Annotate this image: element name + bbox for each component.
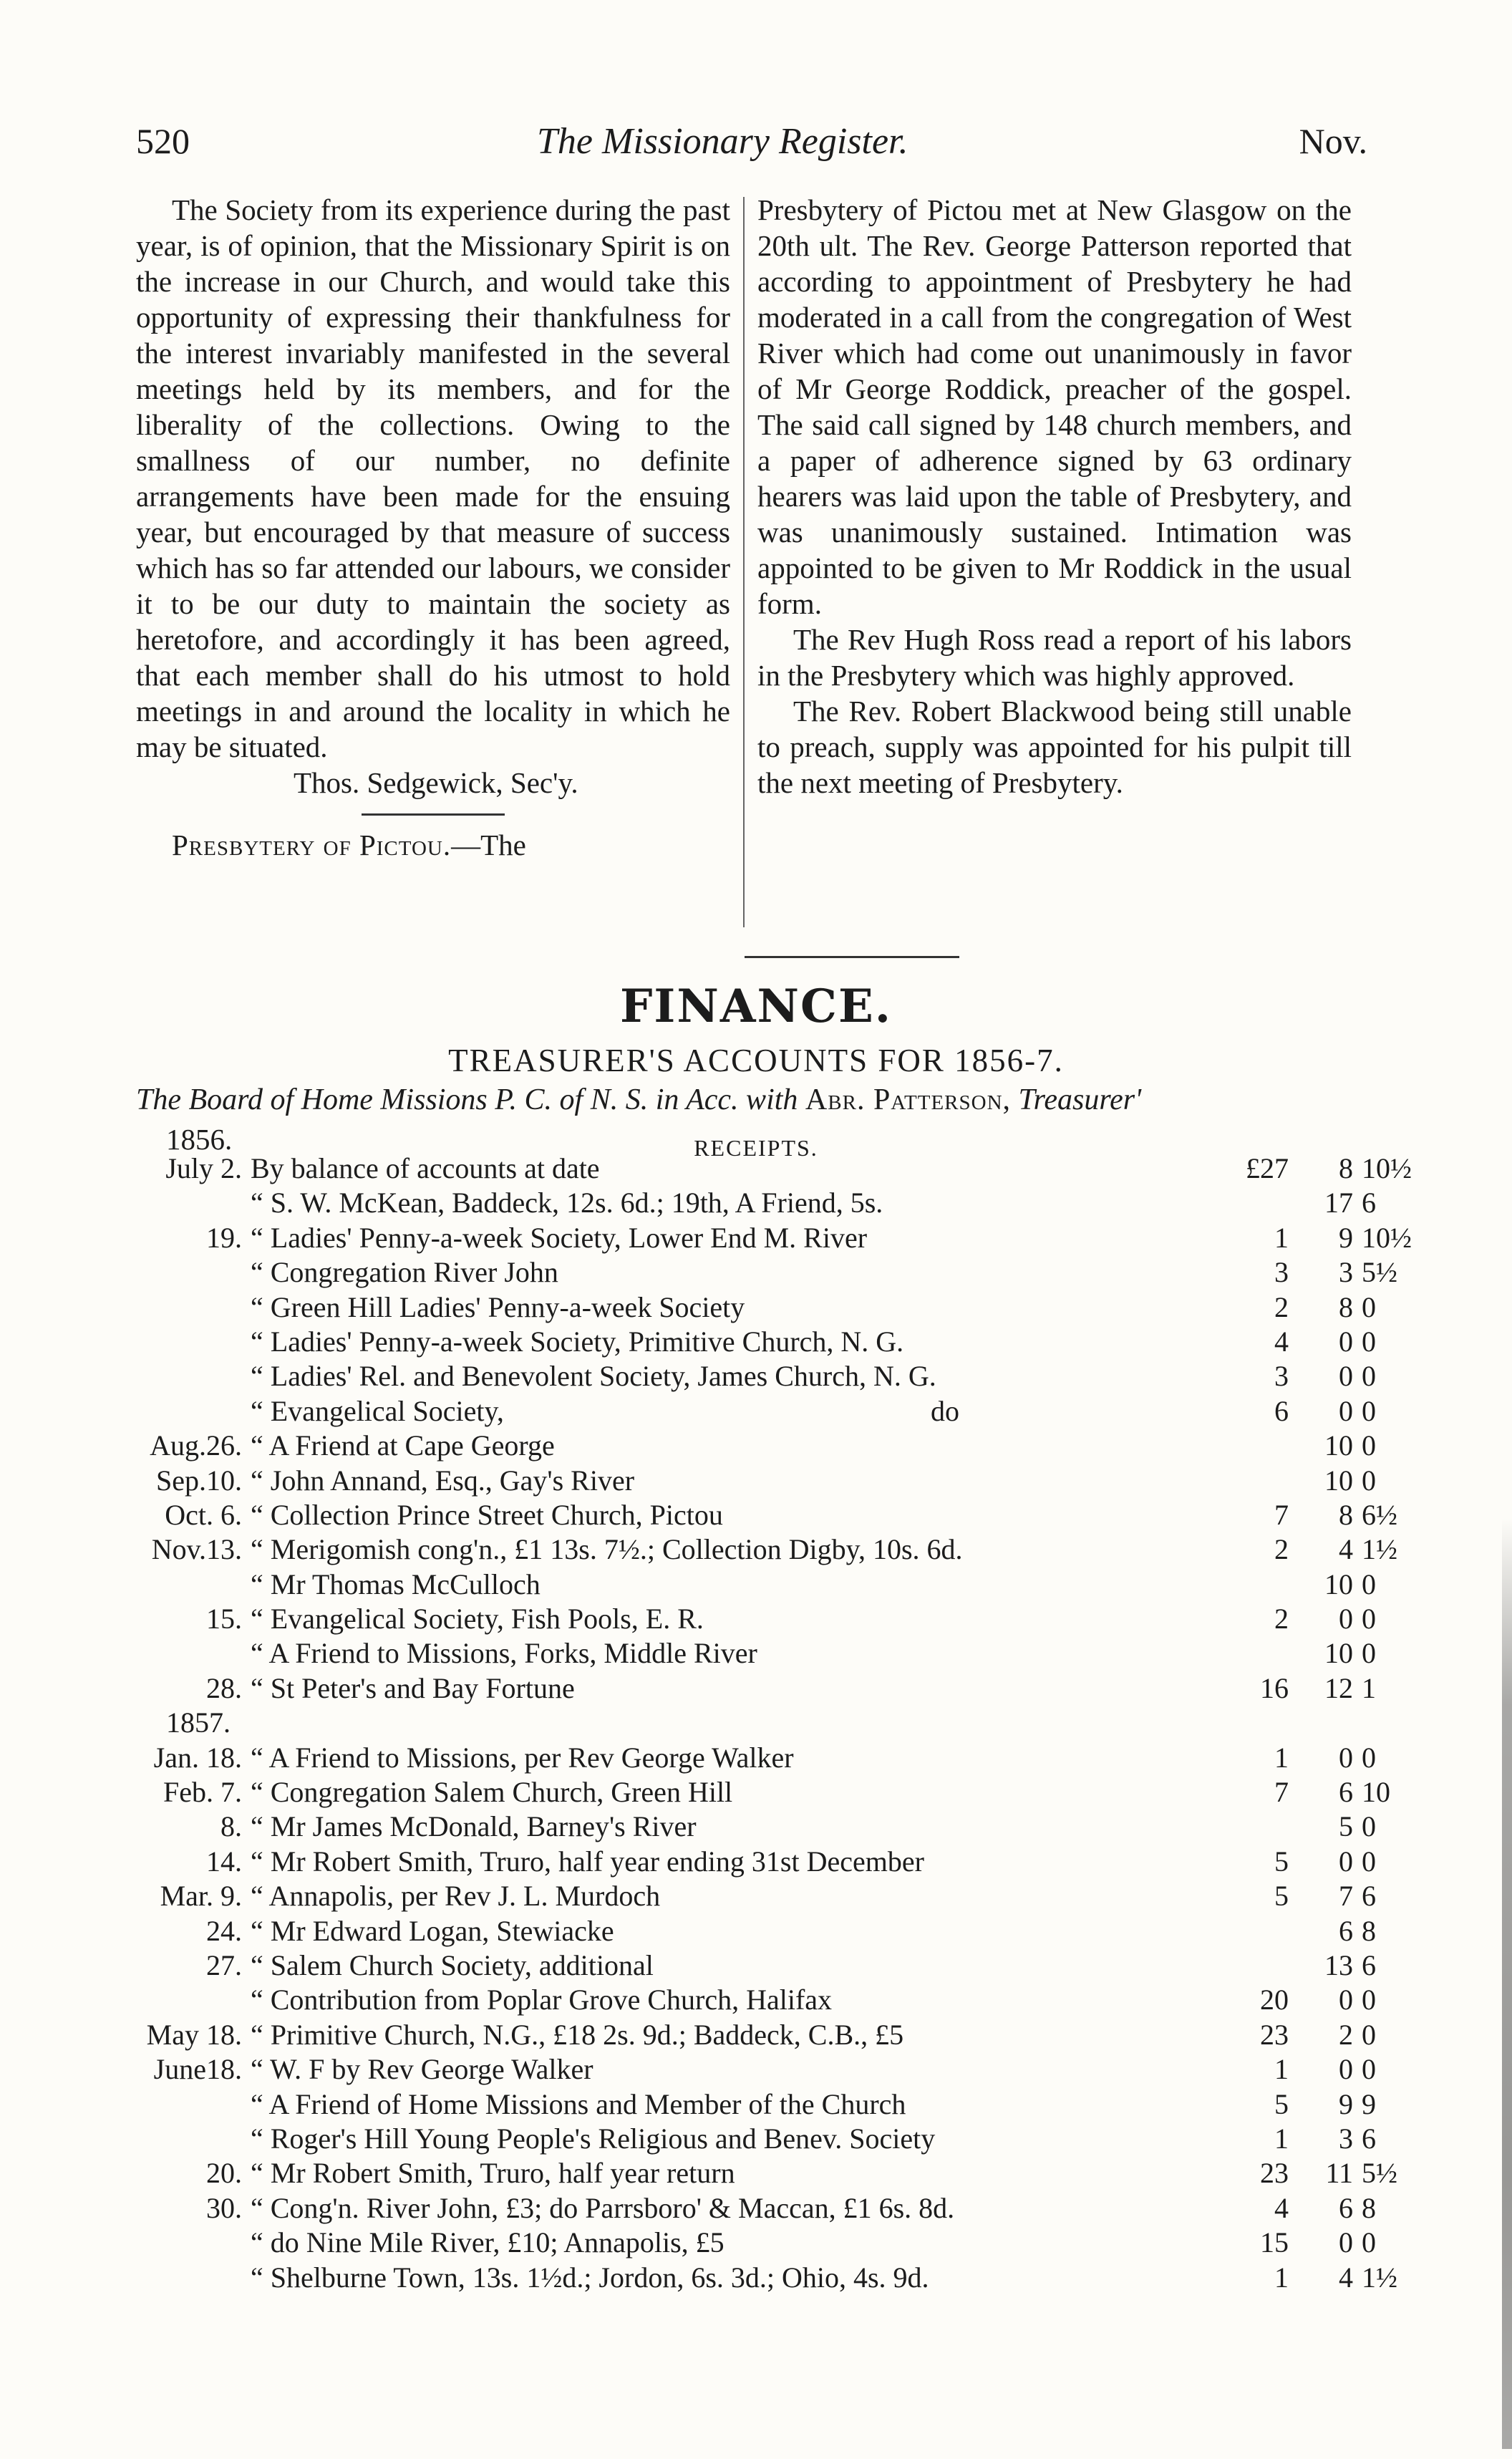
ledger-pounds: 4 — [1274, 1325, 1289, 1358]
ledger-shillings: 10 — [1324, 1567, 1353, 1600]
ledger-pence: 0 — [1362, 2053, 1376, 2086]
ledger-pence: 9 — [1362, 2087, 1376, 2120]
ledger-date: Feb. 7. — [163, 1776, 242, 1809]
ledger-description: “ Mr James McDonald, Barney's River — [251, 1810, 697, 1843]
ledger-pence: 8 — [1362, 2191, 1376, 2224]
ledger-shillings: 0 — [1339, 1603, 1353, 1636]
column-divider — [743, 197, 745, 927]
ledger-row — [136, 1532, 1397, 1567]
ledger-row — [136, 1706, 1367, 1740]
ledger-pounds: 20 — [1260, 1984, 1289, 2016]
ledger-description: “ Green Hill Ladies' Penny-a-week Society — [251, 1290, 745, 1323]
ledger-description: “ Roger's Hill Young People's Religious and Benev. Society — [251, 2122, 936, 2155]
ledger-shillings: 0 — [1339, 1325, 1353, 1358]
ledger-description: “ Contribution from Poplar Grove Church, Halifax — [251, 1984, 833, 2016]
finance-heading: FINANCE. — [619, 980, 893, 1033]
ledger-pence: 8 — [1362, 1914, 1376, 1947]
ledger-pence: 1½ — [1362, 2261, 1397, 2294]
ledger-date: 14. — [206, 1845, 242, 1878]
ledger-row — [136, 1602, 1376, 1636]
ledger-description: “ Merigomish cong'n., £1 13s. 7½.; Collection Digby, 10s. 6d. — [251, 1533, 963, 1566]
left-column — [136, 192, 730, 863]
ledger-row — [136, 1464, 1376, 1498]
ledger-shillings: 8 — [1339, 1290, 1353, 1323]
ledger-shillings: 8 — [1339, 1498, 1353, 1531]
year-1856: 1856. — [166, 1123, 233, 1156]
ledger-shillings: 10 — [1324, 1429, 1353, 1462]
ledger-date: 20. — [206, 2157, 242, 2190]
ledger-row — [136, 1394, 1376, 1429]
ledger-pence: 1½ — [1362, 1533, 1397, 1566]
ledger-row — [136, 1671, 1376, 1706]
ledger-shillings: 4 — [1339, 1533, 1353, 1566]
ledger-row — [136, 1429, 1376, 1463]
ledger-pence: 0 — [1362, 1567, 1376, 1600]
ledger-shillings: 17 — [1324, 1187, 1353, 1219]
ledger-pence: 0 — [1362, 1741, 1376, 1774]
ledger-pounds: 16 — [1260, 1671, 1289, 1704]
ledger-year: 1857. — [166, 1706, 231, 1739]
ledger-pounds: 2 — [1274, 1533, 1289, 1566]
ledger-row — [136, 1636, 1376, 1671]
ledger-pence: 0 — [1362, 1429, 1376, 1462]
ledger-pence: 0 — [1362, 1464, 1376, 1497]
ledger-pounds: 5 — [1274, 1880, 1289, 1913]
ledger-row — [136, 1325, 1376, 1359]
ledger-shillings: 5 — [1339, 1810, 1353, 1843]
ledger-pence: 0 — [1362, 1810, 1376, 1843]
ledger-shillings: 6 — [1339, 1776, 1353, 1809]
ledger-shillings: 9 — [1339, 2087, 1353, 2120]
ledger-pence: 0 — [1362, 1984, 1376, 2016]
ledger-pounds: 1 — [1274, 1741, 1289, 1774]
ledger-pence: 6 — [1362, 1948, 1376, 1981]
ledger-pounds: 2 — [1274, 1603, 1289, 1636]
ledger-row — [136, 2156, 1397, 2190]
ledger-row — [136, 2122, 1376, 2156]
ledger-shillings: 3 — [1339, 1256, 1353, 1289]
ledger-date: 15. — [206, 1603, 242, 1636]
ledger-row — [136, 1221, 1412, 1255]
ledger-pence: 1 — [1362, 1671, 1376, 1704]
presbytery-heading: Presbytery of Pictou. — [172, 828, 452, 861]
ross-paragraph: The Rev Hugh Ross read a report of his labors in the Presbytery which was highly approved. — [757, 623, 1352, 692]
ledger-shillings: 3 — [1339, 2122, 1353, 2155]
ledger-date: 8. — [220, 1810, 242, 1843]
ledger-date: 19. — [206, 1221, 242, 1254]
ledger-description: “ Mr Robert Smith, Truro, half year ending 31st December — [251, 1845, 924, 1878]
ledger-date: May 18. — [146, 2018, 242, 2051]
ledger-pounds: 1 — [1274, 2122, 1289, 2155]
receipts-ledger — [136, 1151, 1412, 2295]
secretary-signature: Thos. Sedgewick, Sec'y. — [294, 766, 578, 799]
presbytery-start: —The — [451, 828, 526, 861]
ledger-pence: 6 — [1362, 1880, 1376, 1913]
board-line — [136, 1083, 1367, 1117]
ledger-date: 24. — [206, 1914, 242, 1947]
ledger-row — [136, 1983, 1376, 2017]
ledger-description: “ A Friend to Missions, Forks, Middle River — [251, 1637, 757, 1670]
ledger-row — [136, 1567, 1376, 1602]
ledger-row — [136, 1498, 1397, 1532]
ledger-date: Sep.10. — [156, 1464, 242, 1497]
ledger-pence: 6½ — [1362, 1498, 1397, 1531]
ledger-description: “ Mr Edward Logan, Stewiacke — [251, 1914, 614, 1947]
ledger-description: By balance of accounts at date — [251, 1152, 600, 1184]
ledger-shillings: 11 — [1325, 2157, 1353, 2190]
ledger-date: Nov.13. — [151, 1533, 242, 1566]
ledger-pence: 0 — [1362, 1845, 1376, 1878]
ledger-row — [136, 1186, 1376, 1220]
ledger-row — [136, 1879, 1376, 1913]
treasurer-name: Abr. Patterson, — [805, 1083, 1012, 1116]
ledger-description: “ Cong'n. River John, £3; do Parrsboro' & Maccan, £1 6s. 8d. — [251, 2191, 955, 2224]
ledger-row — [136, 1151, 1412, 1186]
ledger-shillings: 0 — [1339, 1741, 1353, 1774]
ledger-row — [136, 2052, 1376, 2087]
ledger-date: 27. — [206, 1948, 242, 1981]
ledger-shillings: 0 — [1339, 1845, 1353, 1878]
ledger-shillings: 2 — [1339, 2018, 1353, 2051]
ledger-date: Jan. 18. — [153, 1741, 242, 1774]
ledger-shillings: 0 — [1339, 1394, 1353, 1427]
ledger-pence: 6 — [1362, 2122, 1376, 2155]
ledger-pence: 0 — [1362, 1290, 1376, 1323]
ledger-description: “ Mr Thomas McCulloch — [251, 1567, 541, 1600]
ledger-pounds: 5 — [1274, 2087, 1289, 2120]
ledger-shillings: 12 — [1324, 1671, 1353, 1704]
ledger-row — [136, 2191, 1376, 2226]
ledger-date: Mar. 9. — [160, 1880, 242, 1913]
ledger-pence: 0 — [1362, 2226, 1376, 2259]
section-divider — [745, 956, 959, 958]
ledger-shillings: 9 — [1339, 1221, 1353, 1254]
presbytery-heading-line — [136, 827, 730, 863]
ledger-description: “ Congregation Salem Church, Green Hill — [251, 1776, 733, 1809]
ledger-description: “ Mr Robert Smith, Truro, half year return — [251, 2157, 735, 2190]
ledger-pounds: 2 — [1274, 1290, 1289, 1323]
ledger-pence: 10½ — [1362, 1152, 1412, 1184]
ledger-description: “ S. W. McKean, Baddeck, 12s. 6d.; 19th, A Friend, 5s. — [251, 1187, 883, 1219]
right-column — [757, 192, 1352, 801]
ledger-description: “ Ladies' Penny-a-week Society, Lower End M. River — [251, 1221, 868, 1254]
ledger-shillings: 0 — [1339, 2226, 1353, 2259]
ledger-pence: 0 — [1362, 1394, 1376, 1427]
ledger-date: Aug.26. — [150, 1429, 242, 1462]
ledger-row — [136, 1810, 1376, 1844]
ledger-row — [136, 1914, 1376, 1948]
ledger-pounds: 3 — [1274, 1256, 1289, 1289]
ledger-pounds: 1 — [1274, 2261, 1289, 2294]
ledger-date: June18. — [153, 2053, 242, 2086]
ledger-shillings: 10 — [1324, 1464, 1353, 1497]
ledger-pounds: 3 — [1274, 1360, 1289, 1393]
ledger-description: “ Evangelical Society, — [251, 1394, 504, 1427]
ledger-row — [136, 1359, 1376, 1393]
ledger-pounds: 7 — [1274, 1498, 1289, 1531]
ledger-shillings: 10 — [1324, 1637, 1353, 1670]
receipts-label: RECEIPTS. — [694, 1135, 818, 1161]
ledger-pence: 10½ — [1362, 1221, 1412, 1254]
ledger-description: “ Shelburne Town, 13s. 1½d.; Jordon, 6s. 3d.; Ohio, 4s. 9d. — [251, 2261, 929, 2294]
ledger-description: “ Primitive Church, N.G., £18 2s. 9d.; Baddeck, C.B., £5 — [251, 2018, 904, 2051]
running-head — [136, 120, 1367, 178]
ledger-row — [136, 2018, 1376, 2052]
ledger-pounds: 6 — [1274, 1394, 1289, 1427]
ledger-pence: 5½ — [1362, 2157, 1397, 2190]
ledger-row — [136, 2261, 1397, 2295]
ledger-shillings: 0 — [1339, 2053, 1353, 2086]
ledger-pence: 0 — [1362, 1360, 1376, 1393]
ledger-description: “ St Peter's and Bay Fortune — [251, 1671, 575, 1704]
ledger-description: “ Ladies' Rel. and Benevolent Society, James Church, N. G. — [251, 1360, 936, 1393]
treasurer-role: Treasurer' — [1018, 1083, 1142, 1116]
ledger-pence: 6 — [1362, 1187, 1376, 1219]
presbytery-paragraph: Presbytery of Pictou met at New Glasgow on the 20th ult. The Rev. George Patterson reported that according to appointment of Presbytery he had moderated in a call from the congregation of West River which had come out unanimously in favor of Mr George Roddick, preacher of the gospel. The said call signed by 148 church members, and a paper of adherence signed by 63 ordinary hearers was laid upon the table of Presbytery, and was unanimously sustained. Intimation was appointed to be given to Mr Roddick in the usual form. — [757, 193, 1352, 620]
ledger-row — [136, 1845, 1376, 1879]
ledger-pence: 0 — [1362, 2018, 1376, 2051]
page-edge-shadow — [1502, 1518, 1512, 2449]
ledger-shillings: 8 — [1339, 1152, 1353, 1184]
ledger-description: “ W. F by Rev George Walker — [251, 2053, 593, 2086]
ledger-description: “ Evangelical Society, Fish Pools, E. R. — [251, 1603, 704, 1636]
ledger-pounds: 23 — [1260, 2157, 1289, 2190]
ledger-description: “ Salem Church Society, additional — [251, 1948, 654, 1981]
month-label: Nov. — [1299, 121, 1367, 161]
blackwood-paragraph: The Rev. Robert Blackwood being still unable to preach, supply was appointed for his pulpit till the next meeting of Presbytery. — [757, 695, 1352, 799]
ledger-shillings: 6 — [1339, 1914, 1353, 1947]
ledger-pounds: £27 — [1246, 1152, 1289, 1184]
ledger-pence: 0 — [1362, 1603, 1376, 1636]
ledger-date: Oct. 6. — [165, 1498, 242, 1531]
divider — [362, 813, 505, 816]
ledger-row — [136, 1775, 1390, 1810]
ledger-description: “ A Friend at Cape George — [251, 1429, 555, 1462]
ledger-pence: 0 — [1362, 1637, 1376, 1670]
ledger-row — [136, 1290, 1376, 1325]
ledger-row — [136, 2087, 1376, 2122]
ledger-pounds: 7 — [1274, 1776, 1289, 1809]
ledger-pence: 0 — [1362, 1325, 1376, 1358]
ledger-description: “ A Friend of Home Missions and Member of the Church — [251, 2087, 906, 2120]
ledger-shillings: 0 — [1339, 1360, 1353, 1393]
ledger-pounds: 1 — [1274, 2053, 1289, 2086]
ledger-description: “ John Annand, Esq., Gay's River — [251, 1464, 635, 1497]
ledger-shillings: 13 — [1324, 1948, 1353, 1981]
ledger-description: “ do Nine Mile River, £10; Annapolis, £5 — [251, 2226, 724, 2259]
ledger-description: “ Congregation River John — [251, 1256, 558, 1289]
page-number: 520 — [136, 121, 190, 161]
ledger-description: “ Collection Prince Street Church, Pictou — [251, 1498, 723, 1531]
ledger-shillings: 6 — [1339, 2191, 1353, 2224]
ledger-shillings: 4 — [1339, 2261, 1353, 2294]
ledger-shillings: 7 — [1339, 1880, 1353, 1913]
ledger-pence: 5½ — [1362, 1256, 1397, 1289]
ledger-date: 28. — [206, 1671, 242, 1704]
ledger-pounds: 4 — [1274, 2191, 1289, 2224]
ledger-pounds: 23 — [1260, 2018, 1289, 2051]
ledger-pounds: 1 — [1274, 1221, 1289, 1254]
society-paragraph: The Society from its experience during the past year, is of opinion, that the Missionary Spirit is on the increase in our Church, and would take this opportunity of expressing their thankfulness for the interest invariably manifested in the several meetings held by its members, and for the liberality of the collections. Owing to the smallness of our number, no definite arrangements have been made for the ensuing year, but encouraged by that measure of success which has so far attended our labours, we consider it to be our duty to maintain the society as heretofore, and accordingly it has been agreed, that each member shall do his utmost to hold meetings in and around the locality in which he may be situated. — [136, 193, 730, 763]
ledger-description: “ Annapolis, per Rev J. L. Murdoch — [251, 1880, 661, 1913]
ledger-row — [136, 2226, 1376, 2260]
ledger-shillings: 0 — [1339, 1984, 1353, 2016]
ledger-pounds: 5 — [1274, 1845, 1289, 1878]
ledger-description: “ A Friend to Missions, per Rev George Walker — [251, 1741, 794, 1774]
ledger-row — [136, 1948, 1376, 1983]
ledger-row — [136, 1741, 1376, 1775]
ledger-date: 30. — [206, 2191, 242, 2224]
accounts-title: TREASURER'S ACCOUNTS FOR 1856-7. — [448, 1043, 1064, 1078]
journal-title: The Missionary Register. — [537, 121, 908, 162]
ledger-description: “ Ladies' Penny-a-week Society, Primitive Church, N. G. — [251, 1325, 904, 1358]
board-italic: The Board of Home Missions P. C. of N. S. in Acc. with — [136, 1083, 798, 1116]
ledger-pence: 10 — [1362, 1776, 1390, 1809]
ledger-date: July 2. — [165, 1152, 242, 1184]
ledger-row — [136, 1255, 1397, 1290]
ledger-pounds: 15 — [1260, 2226, 1289, 2259]
ledger-ditto: do — [931, 1394, 959, 1427]
